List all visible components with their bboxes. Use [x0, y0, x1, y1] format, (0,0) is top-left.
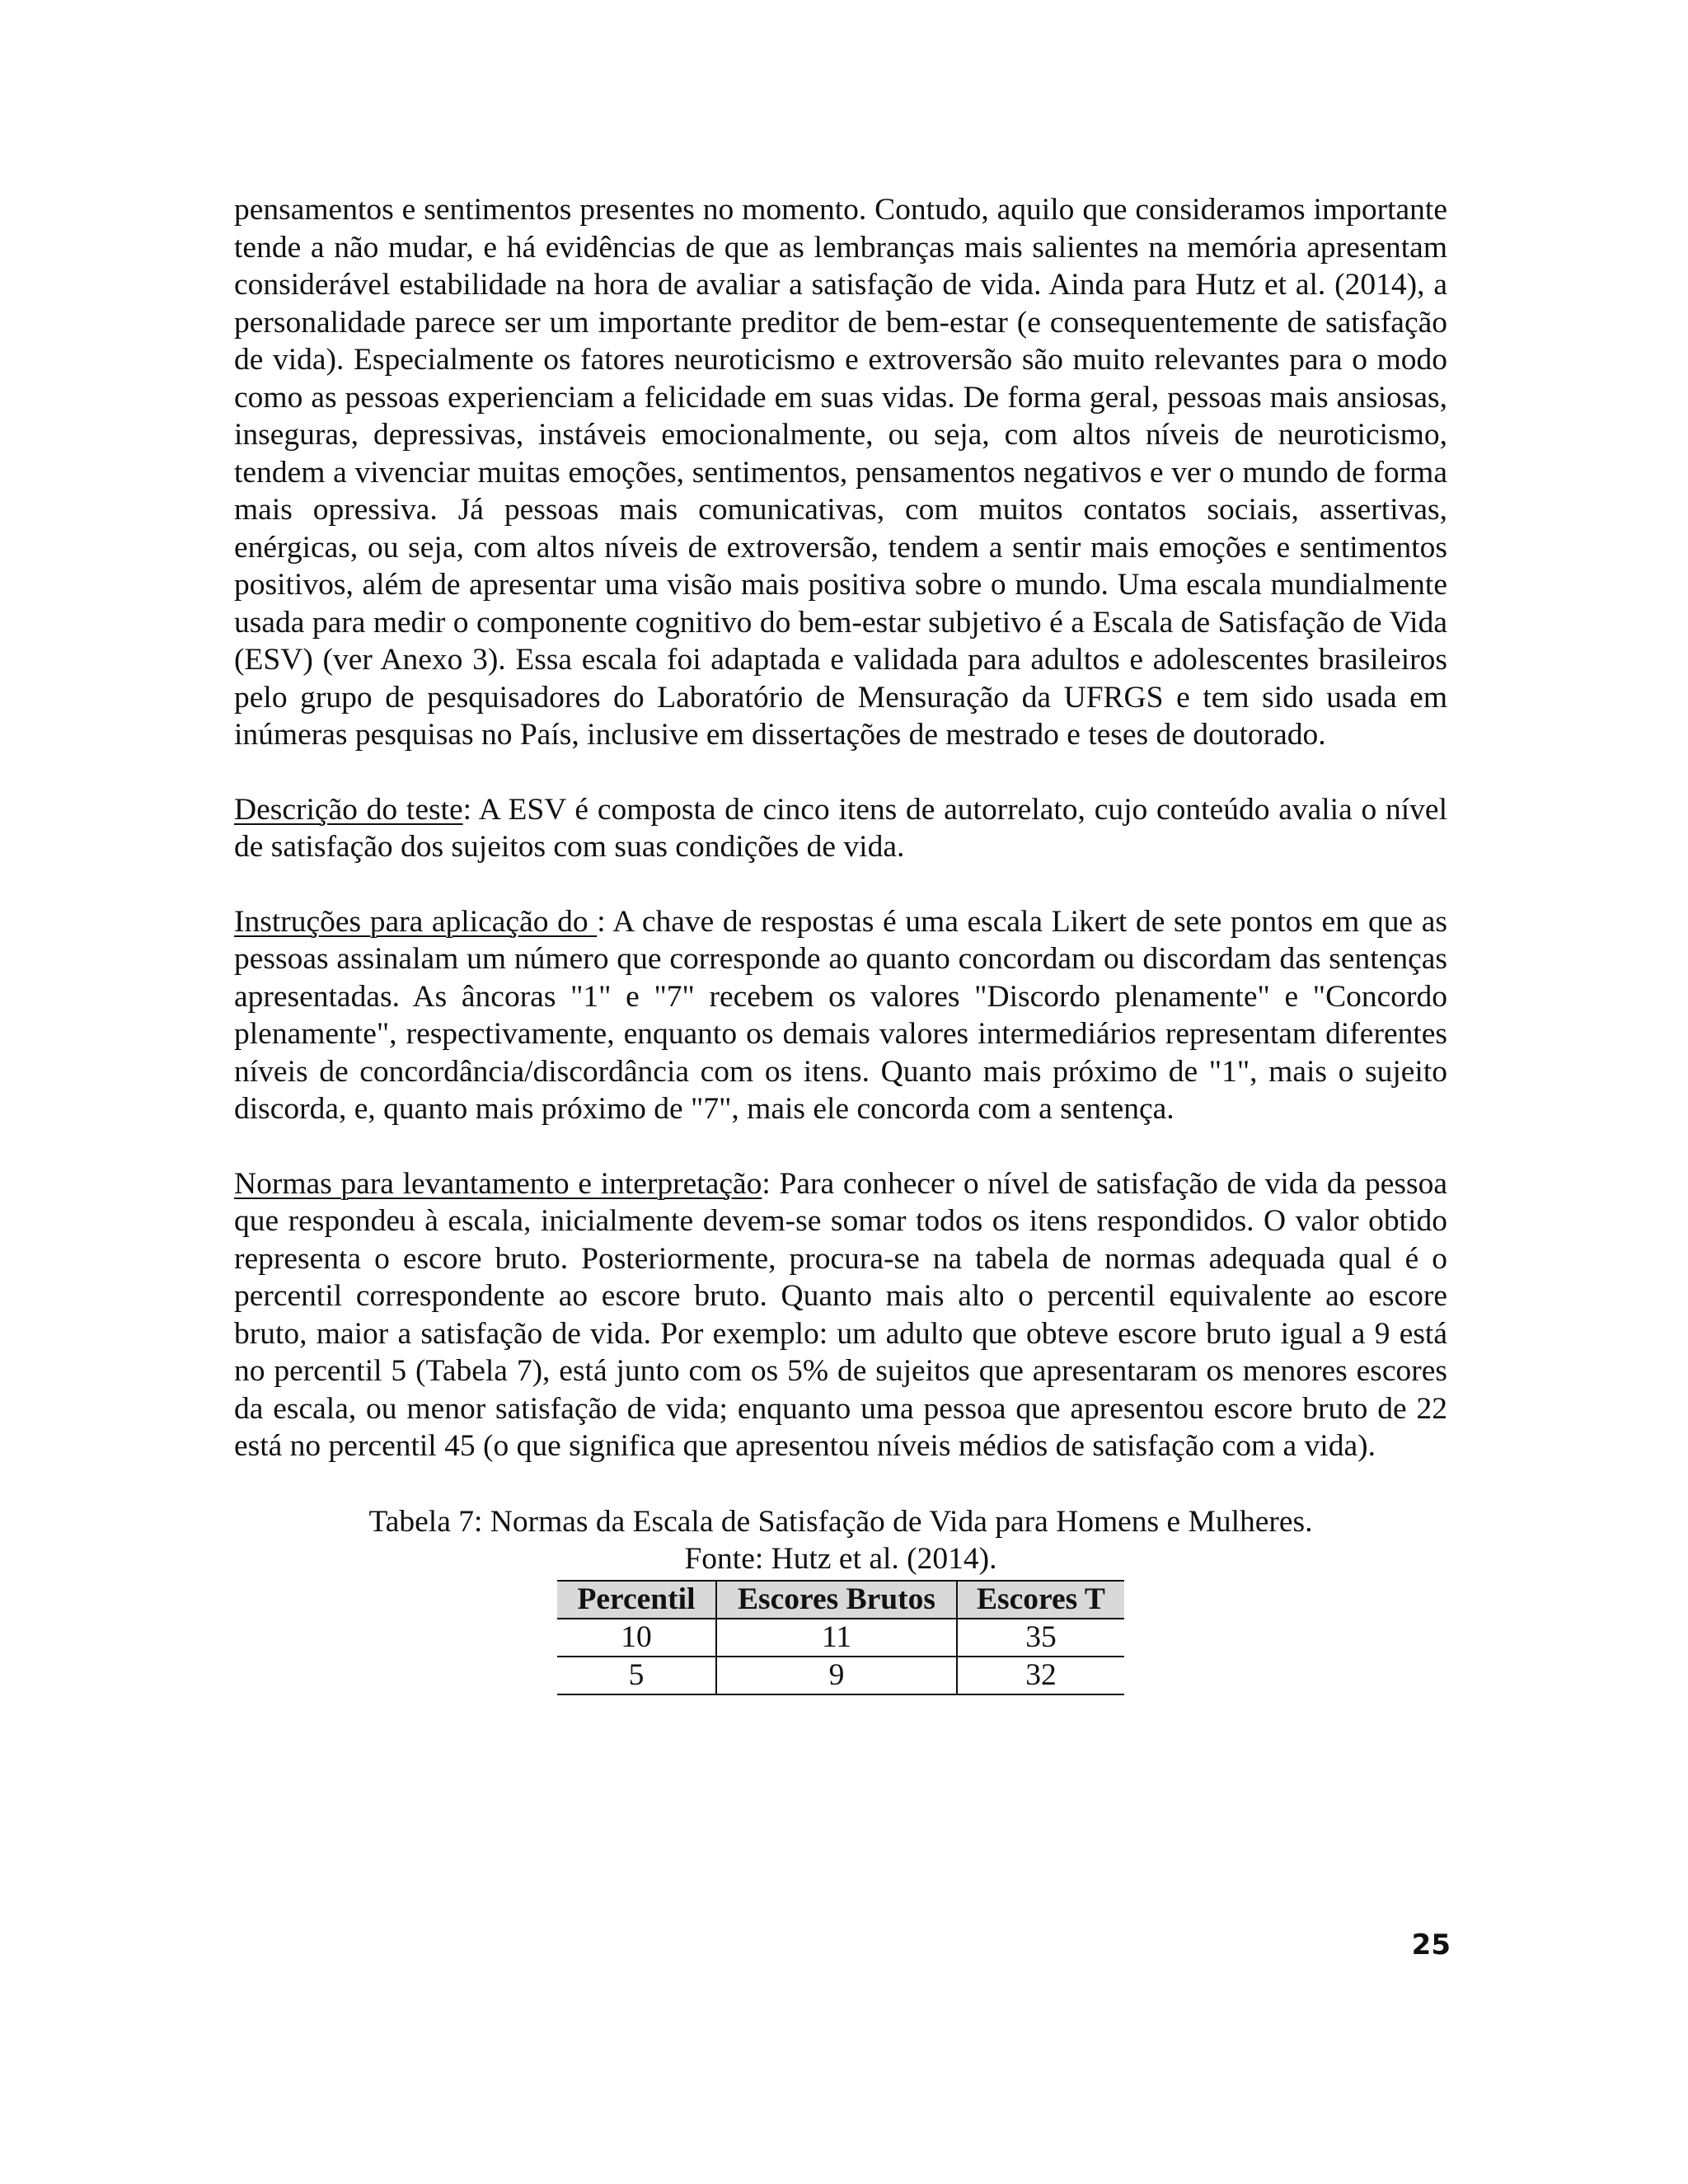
cell-escores-brutos: 11: [716, 1619, 957, 1657]
table-caption: Tabela 7: Normas da Escala de Satisfação de Vida para Homens e Mulheres.: [368, 1504, 1313, 1539]
cell-percentil: 5: [557, 1657, 716, 1694]
instructions-heading: Instruções para aplicação do: [234, 904, 598, 939]
header-escores-t: Escores T: [957, 1581, 1124, 1619]
norms-heading: Normas para levantamento e interpretação: [234, 1166, 762, 1201]
cell-escores-t: 32: [957, 1657, 1124, 1694]
description-heading: Descrição do teste: [234, 792, 463, 827]
table-source: Fonte: Hutz et al. (2014).: [684, 1542, 997, 1576]
table-row: [557, 1657, 1124, 1694]
cell-percentil: 10: [557, 1619, 716, 1657]
description-text: : A ESV é composta de cinco itens de autorrelato, cujo conteúdo avalia o nível de satisfação dos sujeitos com suas condições de vida.: [234, 792, 1447, 864]
page-body: [234, 191, 1447, 1695]
norms-table: [557, 1580, 1124, 1695]
cell-escores-t: 35: [957, 1619, 1124, 1657]
instructions-paragraph: [234, 903, 1447, 1128]
norms-text: : Para conhecer o nível de satisfação de vida da pessoa que respondeu à escala, inicialmente devem-se somar todos os itens respondidos. O valor obtido representa o escore bruto. Posteriormente, procura-se na tabela de normas adequada qual é o percentil correspondente ao escore bruto. Quanto mais alto o percentil equivalente ao escore bruto, maior a satisfação de vida. Por exemplo: um adulto que obteve escore bruto igual a 9 está no percentil 5 (Tabela 7), está junto com os 5% de sujeitos que apresentaram os menores escores da escala, ou menor satisfação de vida; enquanto uma pessoa que apresentou escore bruto de 22 está no percentil 45 (o que significa que apresentou níveis médios de satisfação com a vida).: [234, 1166, 1447, 1463]
table-row: [557, 1619, 1124, 1657]
header-escores-brutos: Escores Brutos: [716, 1581, 957, 1619]
page-number: 25: [1411, 1929, 1451, 1961]
instructions-text: : A chave de respostas é uma escala Likert de sete pontos em que as pessoas assinalam um número que corresponde ao quanto concordam ou discordam das sentenças apresentadas. As âncoras "1" e "7" recebem os valores "Discordo plenamente" e "Concordo plenamente", respectivamente, enquanto os demais valores intermediários representam diferentes níveis de concordância/discordância com os itens. Quanto mais próximo de "1", mais o sujeito discorda, e, quanto mais próximo de "7", mais ele concorda com a sentença.: [234, 904, 1447, 1126]
description-paragraph: [234, 791, 1447, 866]
table-block: [234, 1503, 1447, 1695]
intro-paragraph: pensamentos e sentimentos presentes no momento. Contudo, aquilo que consideramos importante tende a não mudar, e há evidências de que as lembranças mais salientes na memória apresentam considerável estabilidade na hora de avaliar a satisfação de vida. Ainda para Hutz et al. (2014), a personalidade parece ser um importante preditor de bem-estar (e consequentemente de satisfação de vida). Especialmente os fatores neuroticismo e extroversão são muito relevantes para o modo como as pessoas experienciam a felicidade em suas vidas. De forma geral, pessoas mais ansiosas, inseguras, depressivas, instáveis emocionalmente, ou seja, com altos níveis de neuroticismo, tendem a vivenciar muitas emoções, sentimentos, pensamentos negativos e ver o mundo de forma mais opressiva. Já pessoas mais comunicativas, com muitos contatos sociais, assertivas, enérgicas, ou seja, com altos níveis de extroversão, tendem a sentir mais emoções e sentimentos positivos, além de apresentar uma visão mais positiva sobre o mundo. Uma escala mundialmente usada para medir o componente cognitivo do bem-estar subjetivo é a Escala de Satisfação de Vida (ESV) (ver Anexo 3). Essa escala foi adaptada e validada para adultos e adolescentes brasileiros pelo grupo de pesquisadores do Laboratório de Mensuração da UFRGS e tem sido usada em inúmeras pesquisas no País, inclusive em dissertações de mestrado e teses de doutorado.: [234, 193, 1447, 752]
table-header-row: [557, 1581, 1124, 1619]
cell-escores-brutos: 9: [716, 1657, 957, 1694]
norms-paragraph: [234, 1165, 1447, 1465]
header-percentil: Percentil: [557, 1581, 716, 1619]
